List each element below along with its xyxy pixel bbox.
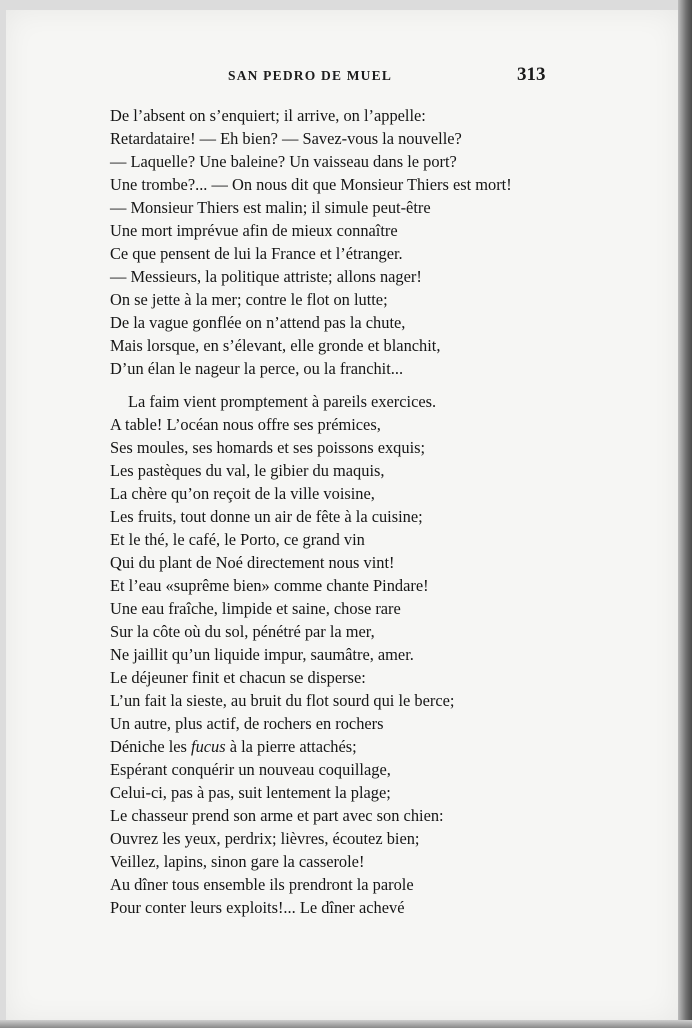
verse-line: Un autre, plus actif, de rochers en rochers bbox=[110, 714, 384, 733]
verse-line: Une eau fraîche, limpide et saine, chose rare bbox=[110, 599, 401, 618]
verse-line: Celui-ci, pas à pas, suit lentement la plage; bbox=[110, 783, 391, 802]
verse-line: Retardataire! — Eh bien? — Savez-vous la nouvelle? bbox=[110, 129, 462, 148]
verse-line: Une trombe?... — On nous dit que Monsieur Thiers est mort! bbox=[110, 175, 512, 194]
verse-line: Ne jaillit qu’un liquide impur, saumâtre, amer. bbox=[110, 645, 414, 664]
verse-line: Veillez, lapins, sinon gare la casserole! bbox=[110, 852, 365, 871]
verse-line: De la vague gonflée on n’attend pas la chute, bbox=[110, 313, 406, 332]
verse-line: D’un élan le nageur la perce, ou la franchit... bbox=[110, 359, 404, 378]
page-header bbox=[0, 66, 692, 90]
verse-line: Et l’eau «suprême bien» comme chante Pindare! bbox=[110, 576, 429, 595]
verse-line: Les fruits, tout donne un air de fête à la cuisine; bbox=[110, 507, 423, 526]
verse-line: Qui du plant de Noé directement nous vint! bbox=[110, 553, 395, 572]
verse-line: — Laquelle? Une baleine? Un vaisseau dans le port? bbox=[110, 152, 457, 171]
page-bottom-edge bbox=[0, 1020, 692, 1028]
verse-line: La chère qu’on reçoit de la ville voisine, bbox=[110, 484, 375, 503]
stanza-break bbox=[110, 380, 550, 390]
verse-line: Ses moules, ses homards et ses poissons exquis; bbox=[110, 438, 426, 457]
verse-line: Les pastèques du val, le gibier du maquis, bbox=[110, 461, 385, 480]
page-edge-shadow bbox=[678, 0, 692, 1028]
verse-line: Espérant conquérir un nouveau coquillage, bbox=[110, 760, 391, 779]
page-number: 313 bbox=[517, 64, 546, 85]
verse-line: Pour conter leurs exploits!... Le dîner achevé bbox=[110, 898, 405, 917]
verse-text: Déniche les bbox=[110, 737, 192, 756]
verse-line: Et le thé, le café, le Porto, ce grand vin bbox=[110, 530, 365, 549]
verse-line: Mais lorsque, en s’élevant, elle gronde et blanchit, bbox=[110, 336, 441, 355]
verse-line-indented: La faim vient promptement à pareils exercices. bbox=[128, 392, 437, 411]
verse-line: Ce que pensent de lui la France et l’étranger. bbox=[110, 244, 403, 263]
verse-line: Le chasseur prend son arme et part avec son chien: bbox=[110, 806, 444, 825]
verse-line: Le déjeuner finit et chacun se disperse: bbox=[110, 668, 366, 687]
verse-line: Au dîner tous ensemble ils prendront la parole bbox=[110, 875, 414, 894]
verse-line: Ouvrez les yeux, perdrix; lièvres, écoutez bien; bbox=[110, 829, 420, 848]
verse-line: On se jette à la mer; contre le flot on lutte; bbox=[110, 290, 388, 309]
verse-line: De l’absent on s’enquiert; il arrive, on l’appelle: bbox=[110, 106, 426, 125]
verse-line: L’un fait la sieste, au bruit du flot sourd qui le berce; bbox=[110, 691, 455, 710]
poem-text bbox=[110, 104, 550, 919]
verse-line: — Messieurs, la politique attriste; allons nager! bbox=[110, 267, 422, 286]
verse-line-fucus bbox=[110, 735, 550, 758]
verse-line: — Monsieur Thiers est malin; il simule peut-être bbox=[110, 198, 431, 217]
verse-line: Sur la côte où du sol, pénétré par la mer, bbox=[110, 622, 375, 641]
verse-text: à la pierre attachés; bbox=[225, 737, 357, 756]
verse-line: A table! L’océan nous offre ses prémices, bbox=[110, 415, 381, 434]
running-title: SAN PEDRO DE MUEL bbox=[228, 68, 393, 83]
italic-term: fucus bbox=[191, 737, 226, 756]
verse-line: Une mort imprévue afin de mieux connaître bbox=[110, 221, 398, 240]
